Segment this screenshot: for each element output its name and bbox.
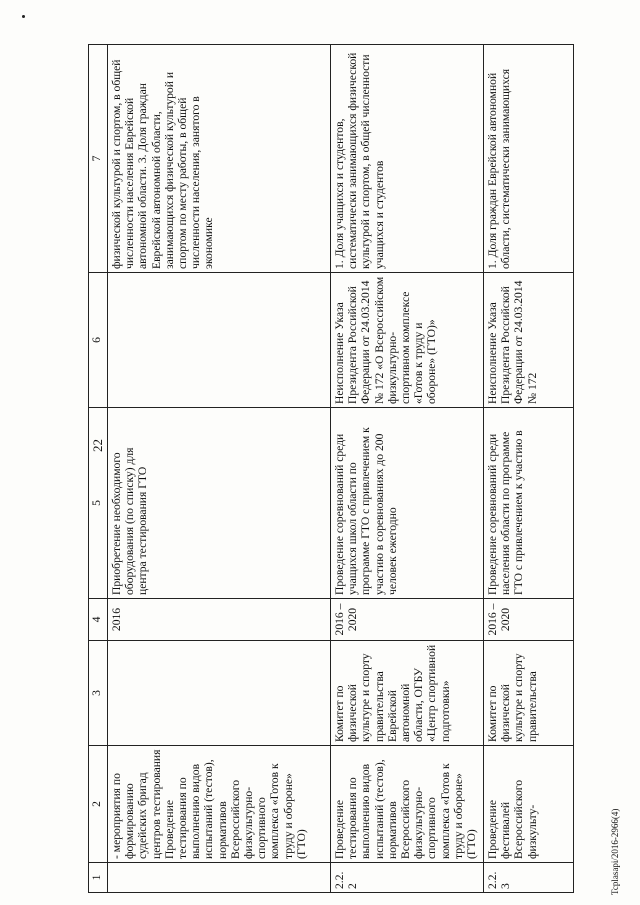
- cell-activity: Проведение тестирования по выполнению видов испытаний (тестов), нормативов Всероссийского физкультурно-спортивного комплекса «Готов к труду и обороне» (ГТО): [331, 746, 484, 863]
- cell-period: 2016: [108, 599, 331, 641]
- page-number: 22: [90, 439, 105, 452]
- cell-result: Приобретение необходимого оборудования (по списку) для центра тестирования ГТО: [108, 408, 331, 599]
- cell-period: 2016 – 2020: [331, 599, 484, 641]
- cell-period: 2016 – 2020: [484, 599, 574, 641]
- col-header-6: 6: [89, 273, 108, 408]
- cell-indicator: 1. Доля учащихся и студентов, систематически занимающихся физической культурой и спортом, в общей численности учащихся и студентов: [331, 45, 484, 273]
- cell-number: 2.2.2: [331, 863, 484, 893]
- col-header-7: 7: [89, 45, 108, 273]
- cell-executor: Комитет по физической культуре и спорту правительства Еврейской автономной области, ОГБУ «Центр спортивной подготовки»: [331, 641, 484, 746]
- cell-consequence: [108, 273, 331, 408]
- cell-indicator: физической культурой и спортом, в общей численности населения Еврейской автономной области. 3. Доля граждан Еврейской автономной области, занимающихся физической культурой и спортом по месту работы, в общей численности населения, занятого в экономике: [108, 45, 331, 273]
- table-row: [331, 45, 484, 893]
- table-row: [484, 45, 574, 893]
- cell-number: [108, 863, 331, 893]
- col-header-1: 1: [89, 863, 108, 893]
- cell-executor: Комитет по физической культуре и спорту правительства: [484, 641, 574, 746]
- table-row: [108, 45, 331, 893]
- footer-code: Tcplasapi/2016-2966(4): [610, 808, 620, 895]
- col-header-5: 5: [89, 408, 108, 599]
- program-table: [88, 44, 574, 893]
- col-header-3: 3: [89, 641, 108, 746]
- cell-result: Проведение соревнований среди учащихся школ области по программе ГТО с привлечением к участию в соревнованиях до 200 человек ежегодно: [331, 408, 484, 599]
- cell-number: 2.2.3: [484, 863, 574, 893]
- cell-result: Проведение соревнований среди населения области по программе ГТО с привлечением к участию в: [484, 408, 574, 599]
- cell-consequence: Неисполнение Указа Президента Российской Федерации от 24.03.2014 № 172: [484, 273, 574, 408]
- cell-executor: [108, 641, 331, 746]
- scan-speck: [22, 15, 25, 18]
- cell-activity: Проведение фестивалей Всероссийского физкульту-: [484, 746, 574, 863]
- cell-activity: - мероприятия по формированию судейских бригад центров тестирования Проведение тестирования по выполнению видов испытаний (тестов), нормативов Всероссийского физкультурно-спортивного комплекса «Готов к труду и обороне» (ГТО): [108, 746, 331, 863]
- cell-consequence: Неисполнение Указа Президента Российской Федерации от 24.03.2014 № 172 «О Всероссийском физкультурно-спортивном комплексе «Готов к труду и обороне» (ГТО)»: [331, 273, 484, 408]
- col-header-2: 2: [89, 746, 108, 863]
- rotated-table-wrapper: [88, 45, 588, 893]
- col-header-4: 4: [89, 599, 108, 641]
- header-row: [89, 45, 108, 893]
- cell-indicator: 1. Доля граждан Еврейской автономной области, систематически занимающихся: [484, 45, 574, 273]
